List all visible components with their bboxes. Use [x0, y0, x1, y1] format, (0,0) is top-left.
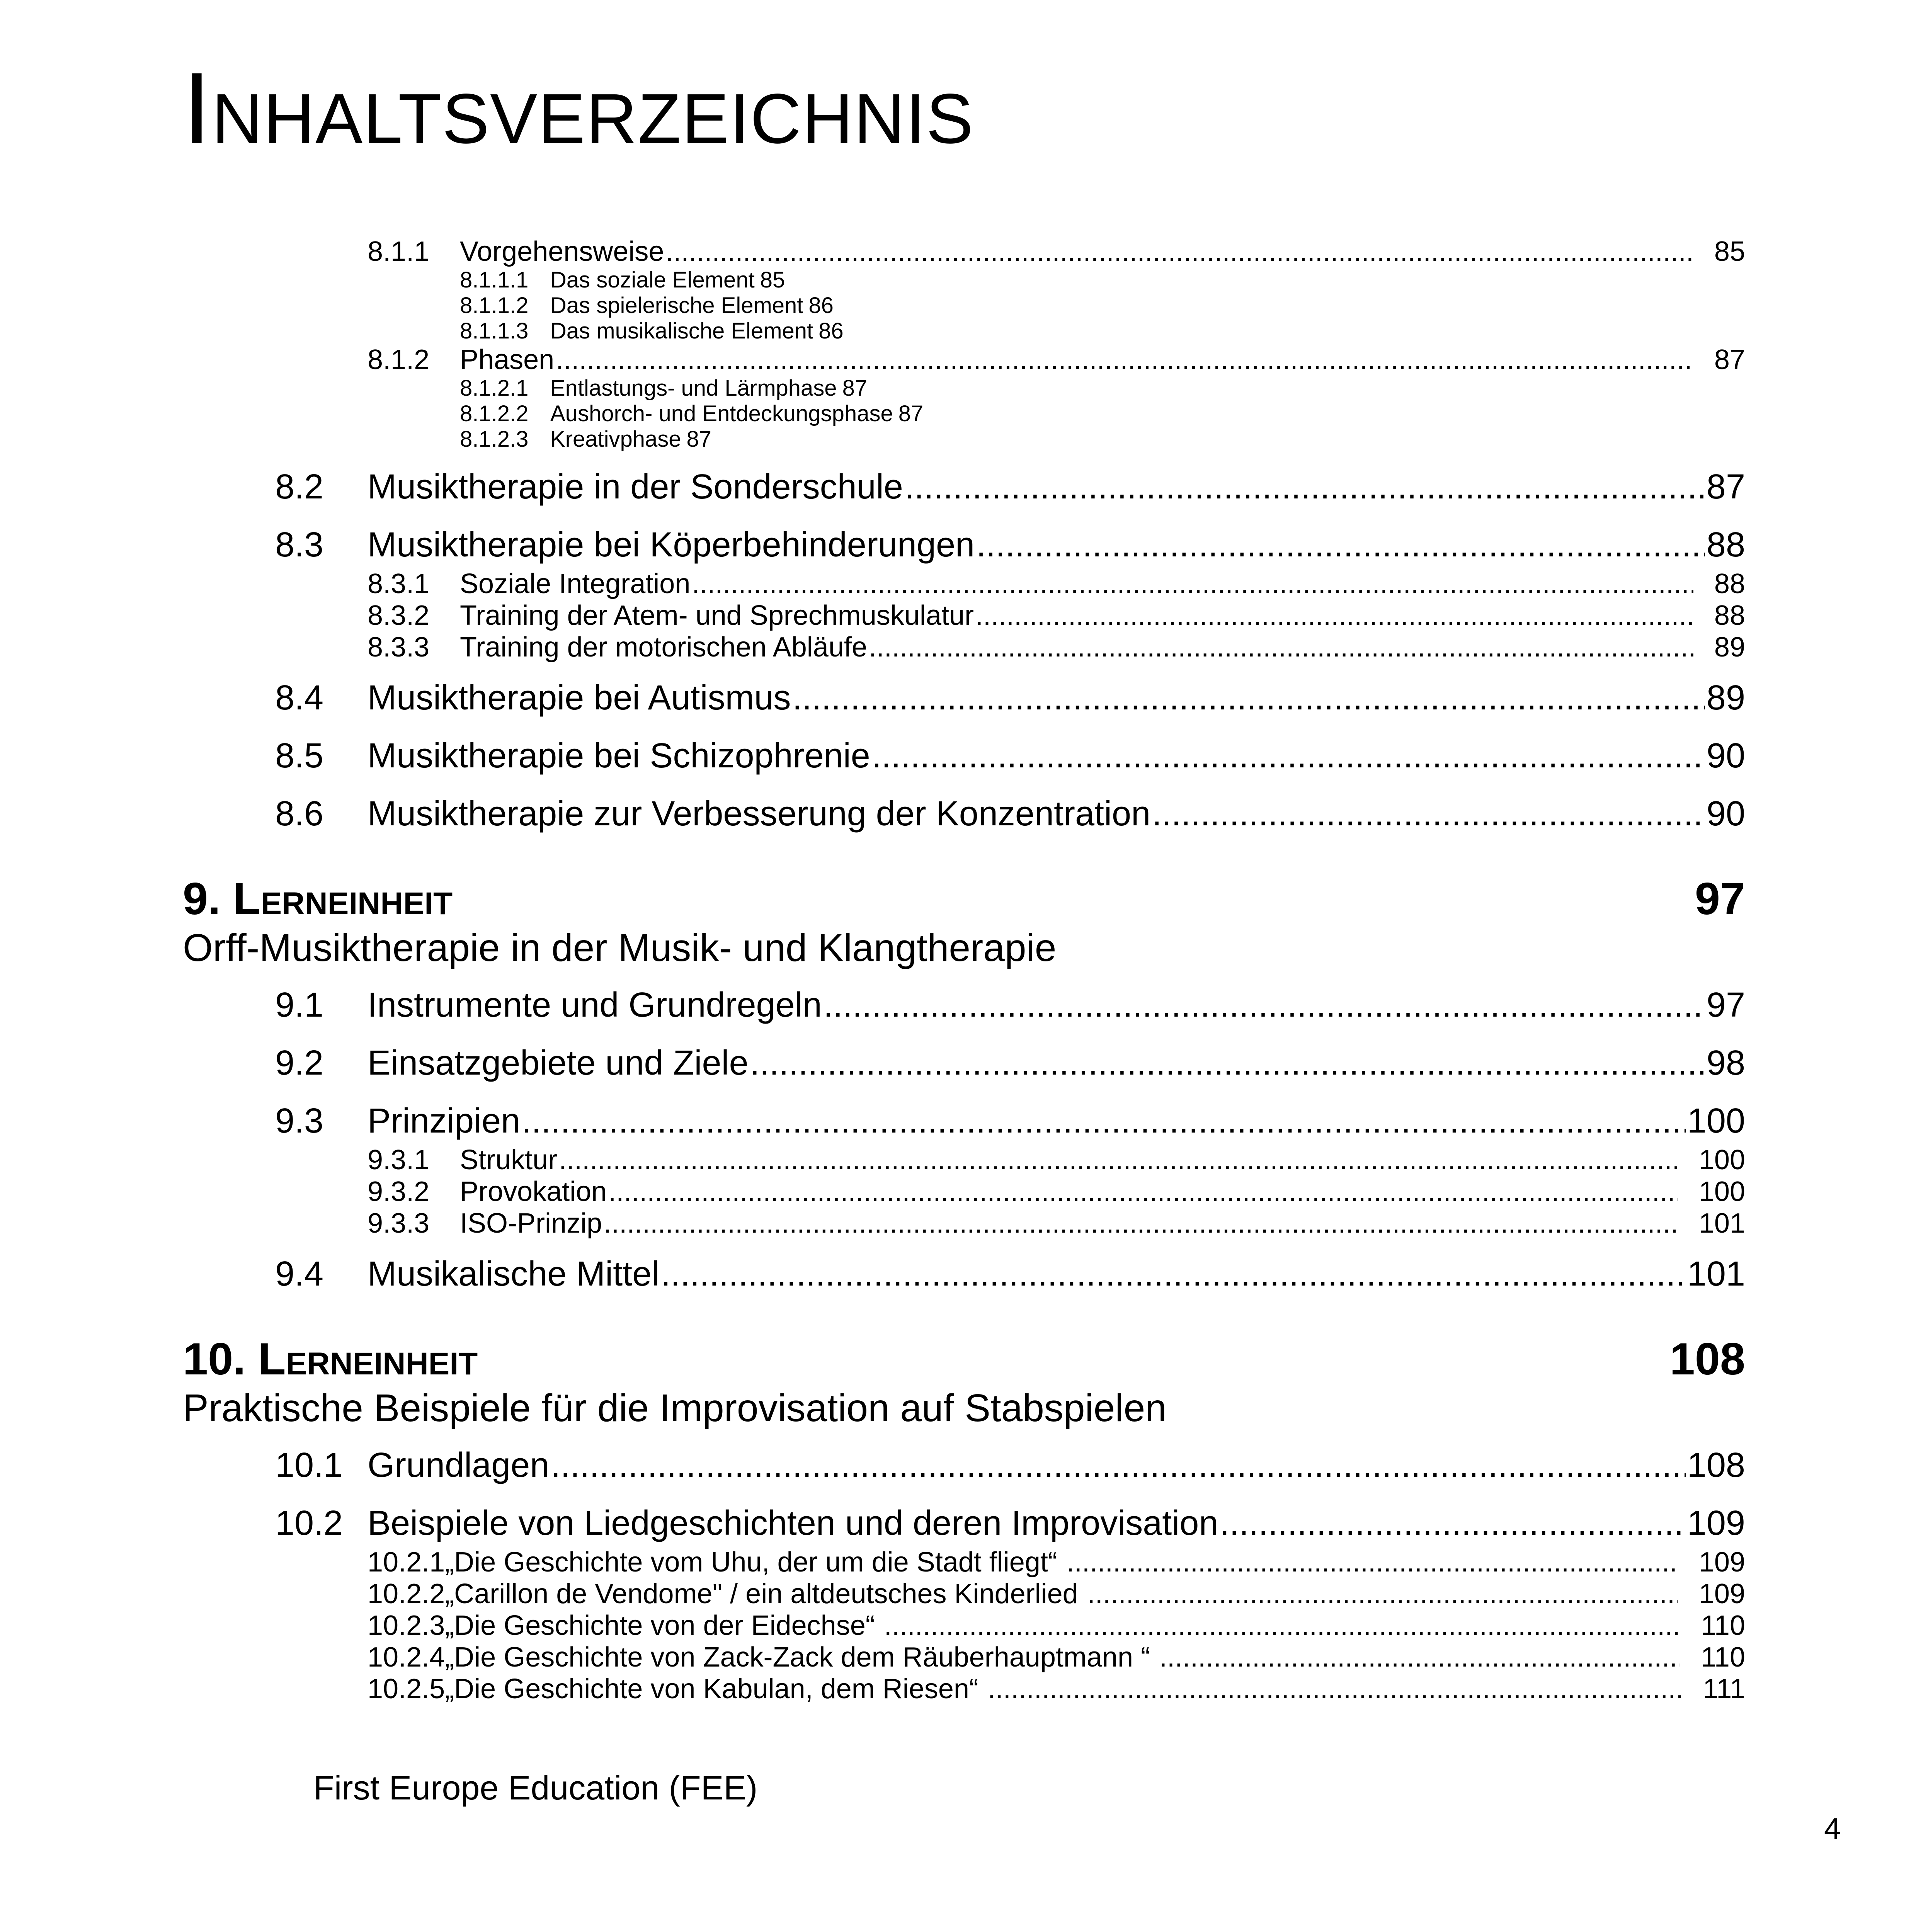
- dot-leader: [661, 1251, 1686, 1297]
- dot-leader: [869, 631, 1693, 663]
- entry-title: Musiktherapie bei Köperbehinderungen: [368, 526, 975, 564]
- toc-entry[interactable]: [368, 1144, 1745, 1176]
- entry-page: 87: [898, 401, 924, 426]
- dot-leader: [824, 982, 1705, 1028]
- toc-entry[interactable]: [460, 318, 1745, 344]
- entry-page: 109: [1687, 1504, 1745, 1543]
- entry-number: 8.1.2.1: [460, 376, 529, 401]
- entry-title: Das musikalische Element: [550, 318, 813, 344]
- entry-title: „Carillon de Vendome" / ein altdeutsches Kinderlied: [445, 1578, 1078, 1609]
- entry-title: Entlastungs- und Lärmphase: [550, 376, 837, 401]
- entry-title: Musiktherapie zur Verbesserung der Konzentration: [368, 794, 1151, 833]
- entry-page: 85: [1714, 236, 1745, 267]
- entry-number: 9.3.1: [368, 1145, 430, 1175]
- dot-leader: [1067, 1546, 1678, 1578]
- toc-entry[interactable]: [275, 982, 1745, 1028]
- footer-text: First Europe Education (FEE): [313, 1769, 758, 1807]
- entry-number: 9.3.2: [368, 1176, 430, 1207]
- entry-title: Einsatzgebiete und Ziele: [368, 1044, 749, 1082]
- toc-entry[interactable]: [460, 427, 1745, 452]
- dot-leader: [692, 568, 1693, 600]
- entry-page: 89: [1706, 679, 1745, 717]
- entry-title: Training der motorischen Abläufe: [460, 632, 867, 663]
- entry-page: 85: [760, 267, 785, 293]
- entry-page: 88: [1714, 568, 1745, 599]
- toc-entry[interactable]: [460, 293, 1745, 318]
- toc-entry[interactable]: [368, 1673, 1745, 1705]
- entry-number: 10.2.1: [368, 1547, 445, 1578]
- toc-entry[interactable]: [460, 401, 1745, 427]
- entry-page: 86: [818, 318, 844, 344]
- entry-page: 87: [686, 427, 712, 452]
- entry-number: 10.1: [275, 1446, 343, 1485]
- entry-number: 10.2.4: [368, 1642, 445, 1673]
- entry-title: Musiktherapie in der Sonderschule: [368, 468, 903, 506]
- dot-leader: [665, 236, 1693, 267]
- entry-number: 10.2: [275, 1504, 343, 1543]
- entry-page: 109: [1698, 1547, 1745, 1578]
- unit-number: 10.: [183, 1333, 246, 1384]
- entry-page: 100: [1687, 1102, 1745, 1140]
- dot-leader: [559, 1144, 1678, 1176]
- entry-page: 88: [1714, 600, 1745, 631]
- entry-number: 9.1: [275, 986, 324, 1024]
- dot-leader: [750, 1040, 1705, 1086]
- toc-entry[interactable]: [368, 1610, 1745, 1641]
- entry-title: Soziale Integration: [460, 568, 691, 599]
- entry-page: 87: [1706, 468, 1745, 506]
- unit-heading-10[interactable]: [183, 1332, 1745, 1386]
- entry-page: 101: [1687, 1255, 1745, 1293]
- entry-title: Das soziale Element: [550, 267, 755, 293]
- entry-title: „Die Geschichte von Zack-Zack dem Räuberhauptmann “: [445, 1642, 1150, 1673]
- toc-entry[interactable]: [368, 568, 1745, 600]
- entry-title: „Die Geschichte vom Uhu, der um die Stadt fliegt“: [445, 1547, 1057, 1578]
- page-number: 4: [1824, 1811, 1841, 1845]
- unit-subtitle: Praktische Beispiele für die Improvisation auf Stabspielen: [183, 1386, 1167, 1430]
- entry-number: 8.3.2: [368, 600, 430, 631]
- dot-leader: [522, 1098, 1686, 1144]
- entry-title: Provokation: [460, 1176, 607, 1207]
- entry-number: 8.2: [275, 468, 324, 506]
- toc-entry[interactable]: [368, 344, 1745, 376]
- entry-page: 110: [1701, 1610, 1745, 1641]
- entry-number: 9.2: [275, 1044, 324, 1082]
- toc-entry[interactable]: [368, 1641, 1745, 1673]
- toc-entry[interactable]: [368, 236, 1745, 267]
- entry-number: 8.3.3: [368, 632, 430, 663]
- entry-number: 8.1.1: [368, 236, 430, 267]
- unit-page: 97: [1695, 873, 1745, 924]
- entry-title: Phasen: [460, 344, 555, 375]
- entry-number: 10.2.2: [368, 1578, 445, 1609]
- entry-page: 88: [1706, 526, 1745, 564]
- dot-leader: [793, 675, 1705, 721]
- entry-page: 108: [1687, 1446, 1745, 1485]
- entry-title: „Die Geschichte von Kabulan, dem Riesen“: [445, 1673, 978, 1704]
- entry-title: Beispiele von Liedgeschichten und deren Improvisation: [368, 1504, 1218, 1543]
- toc-entry[interactable]: [368, 631, 1745, 663]
- unit-number: 9.: [183, 873, 221, 924]
- toc-entry[interactable]: [275, 1442, 1745, 1488]
- dot-leader: [872, 733, 1705, 779]
- entry-page: 110: [1701, 1642, 1745, 1673]
- dot-leader: [1152, 791, 1705, 837]
- entry-number: 9.3.3: [368, 1208, 430, 1239]
- entry-number: 8.3.1: [368, 568, 430, 599]
- toc-entry[interactable]: [275, 1251, 1745, 1297]
- dot-leader: [551, 1442, 1685, 1488]
- dot-leader: [975, 600, 1693, 631]
- entry-page: 86: [808, 293, 834, 318]
- entry-title: ISO-Prinzip: [460, 1208, 602, 1239]
- entry-number: 8.1.1.2: [460, 293, 529, 318]
- dot-leader: [608, 1176, 1678, 1208]
- toc-entry[interactable]: [275, 791, 1745, 837]
- entry-number: 10.2.3: [368, 1610, 445, 1641]
- entry-number: 8.3: [275, 526, 324, 564]
- unit-page: 108: [1669, 1333, 1745, 1384]
- toc-entry[interactable]: [460, 267, 1745, 293]
- toc-entry[interactable]: [368, 1176, 1745, 1208]
- dot-leader: [1159, 1641, 1680, 1673]
- unit-heading-title: [183, 872, 453, 926]
- entry-number: 9.4: [275, 1255, 324, 1293]
- dot-leader: [556, 344, 1693, 376]
- entry-number: 8.5: [275, 736, 324, 775]
- entry-title: Prinzipien: [368, 1102, 521, 1140]
- entry-title: Musikalische Mittel: [368, 1255, 660, 1293]
- entry-title: Training der Atem- und Sprechmuskulatur: [460, 600, 974, 631]
- toc-entry[interactable]: [368, 600, 1745, 631]
- toc-entry[interactable]: [368, 1546, 1745, 1578]
- dot-leader: [884, 1610, 1680, 1641]
- entry-title: Instrumente und Grundregeln: [368, 986, 822, 1024]
- dot-leader: [976, 522, 1705, 568]
- entry-number: 8.4: [275, 679, 324, 717]
- entry-page: 111: [1703, 1673, 1745, 1704]
- unit-label: Lerneinheit: [258, 1333, 478, 1384]
- entry-page: 100: [1698, 1145, 1745, 1175]
- page-title: Inhaltsverzeichnis: [183, 51, 974, 165]
- toc-entry[interactable]: [368, 1578, 1745, 1610]
- entry-number: 8.1.2.3: [460, 427, 529, 452]
- entry-title: „Die Geschichte von der Eidechse“: [445, 1610, 875, 1641]
- entry-page: 109: [1698, 1578, 1745, 1609]
- entry-title: Aushorch- und Entdeckungsphase: [550, 401, 893, 426]
- toc-entry[interactable]: [460, 376, 1745, 401]
- entry-page: 97: [1706, 986, 1745, 1024]
- entry-number: 8.1.1.3: [460, 318, 529, 344]
- entry-title: Das spielerische Element: [550, 293, 803, 318]
- toc-entry[interactable]: [275, 1500, 1745, 1546]
- toc-entry[interactable]: [275, 1098, 1745, 1144]
- entry-number: 10.2.5: [368, 1673, 445, 1704]
- entry-page: 98: [1706, 1044, 1745, 1082]
- toc-entry[interactable]: [275, 675, 1745, 721]
- entry-page: 87: [1714, 344, 1745, 375]
- entry-title: Vorgehensweise: [460, 236, 664, 267]
- unit-label: Lerneinheit: [233, 873, 453, 924]
- dot-leader: [604, 1208, 1678, 1239]
- entry-page: 89: [1714, 632, 1745, 663]
- toc-entry[interactable]: [275, 733, 1745, 779]
- dot-leader: [1087, 1578, 1678, 1610]
- entry-page: 101: [1698, 1208, 1745, 1239]
- entry-page: 90: [1706, 736, 1745, 775]
- toc-entry[interactable]: [275, 1040, 1745, 1086]
- toc-entry[interactable]: [275, 464, 1745, 510]
- unit-heading-9[interactable]: [183, 872, 1745, 926]
- entry-page: 90: [1706, 794, 1745, 833]
- dot-leader: [988, 1673, 1682, 1705]
- entry-page: 87: [842, 376, 868, 401]
- dot-leader: [1220, 1500, 1685, 1546]
- entry-number: 8.6: [275, 794, 324, 833]
- entry-number: 8.1.2: [368, 344, 430, 375]
- entry-title: Struktur: [460, 1145, 558, 1175]
- entry-number: 9.3: [275, 1102, 324, 1140]
- entry-title: Kreativphase: [550, 427, 681, 452]
- entry-title: Musiktherapie bei Autismus: [368, 679, 791, 717]
- entry-title: Grundlagen: [368, 1446, 550, 1485]
- entry-page: 100: [1698, 1176, 1745, 1207]
- toc-entry[interactable]: [368, 1208, 1745, 1239]
- toc-entry[interactable]: [275, 522, 1745, 568]
- unit-subtitle: Orff-Musiktherapie in der Musik- und Klangtherapie: [183, 926, 1057, 969]
- entry-number: 8.1.1.1: [460, 267, 529, 293]
- entry-number: 8.1.2.2: [460, 401, 529, 426]
- entry-title: Musiktherapie bei Schizophrenie: [368, 736, 870, 775]
- unit-heading-title: [183, 1332, 478, 1386]
- dot-leader: [905, 464, 1705, 510]
